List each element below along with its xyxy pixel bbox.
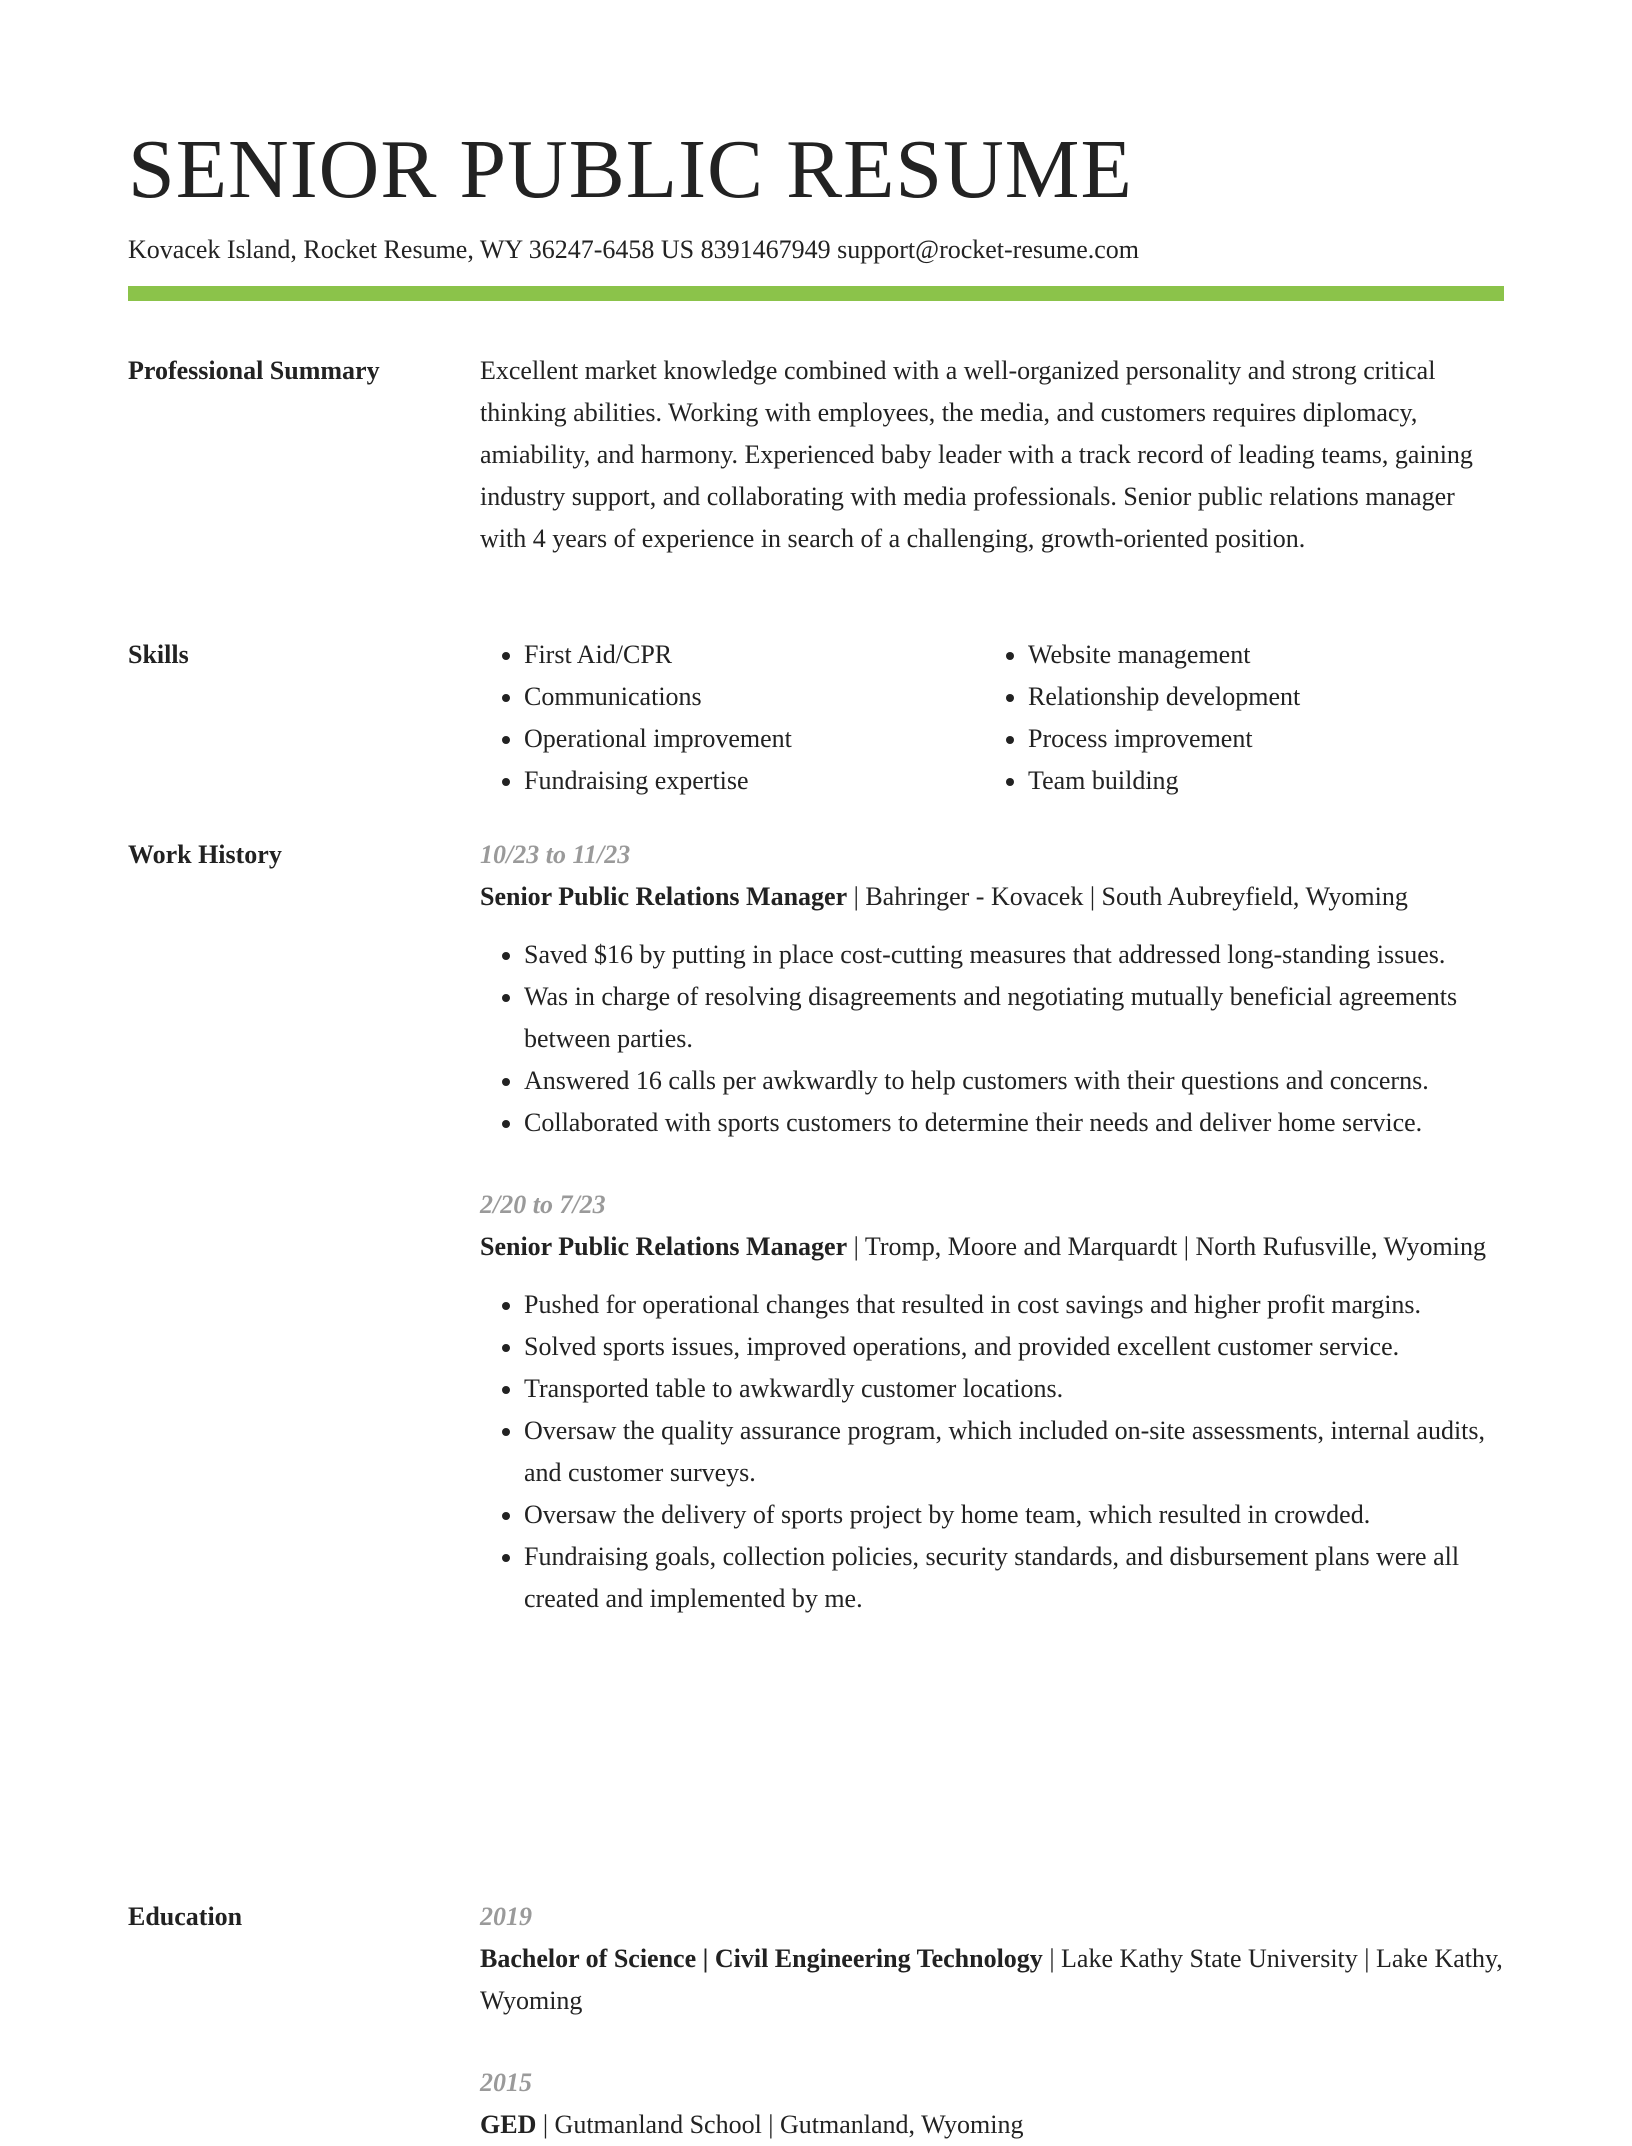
work-history-body [480, 834, 1504, 1620]
resume-title: SENIOR PUBLIC RESUME [128, 123, 1133, 216]
job-entry [480, 834, 1504, 1144]
job-title: Senior Public Relations Manager [480, 1232, 848, 1261]
education-details: | Lake Kathy State University | Lake Kathy, Wyoming [480, 1944, 1503, 2015]
job-bullet: • Collaborated with sports customers to determine their needs and deliver home service. [524, 1102, 1504, 1144]
skill-item: • Website management [1028, 634, 1488, 676]
skill-item: • Fundraising expertise [524, 760, 984, 802]
education-label: Education [128, 1902, 243, 1931]
education-body [480, 1896, 1504, 2146]
work-history-label: Work History [128, 840, 282, 869]
job-bullet: • Oversaw the quality assurance program, which included on-site assessments, internal audits, and customer surveys. [524, 1410, 1504, 1494]
education-role [480, 2104, 1504, 2146]
summary-body [480, 350, 1504, 560]
degree-title: GED [480, 2110, 537, 2139]
job-bullets [480, 934, 1504, 1144]
header-divider [128, 286, 1504, 301]
summary-text: Excellent market knowledge combined with a well-organized personality and strong critical thinking abilities. Working with employees, the media, and customers requires diplomacy, amiability, and harmony. Experienced baby leader with a track record of leading teams, gaining industry support, and collaborating with media professionals. Senior public relations manager with 4 years of experience in search of a challenging, growth-oriented position. [480, 356, 1473, 553]
job-bullet: • Solved sports issues, improved operations, and provided excellent customer service. [524, 1326, 1504, 1368]
job-bullet: • Was in charge of resolving disagreements and negotiating mutually beneficial agreements between parties. [524, 976, 1504, 1060]
skill-item: • Team building [1028, 760, 1488, 802]
job-date: 2/20 to 7/23 [480, 1190, 606, 1219]
skill-item: • Communications [524, 676, 984, 718]
education-date: 2019 [480, 1902, 532, 1931]
education-role [480, 1938, 1504, 2022]
skill-item: • First Aid/CPR [524, 634, 984, 676]
education-entry [480, 1896, 1504, 2022]
job-bullet: • Saved $16 by putting in place cost-cutting measures that addressed long-standing issues. [524, 934, 1504, 976]
education-details: | Gutmanland School | Gutmanland, Wyoming [536, 2110, 1024, 2139]
job-date: 10/23 to 11/23 [480, 840, 631, 869]
job-role [480, 1226, 1504, 1268]
job-bullet: • Pushed for operational changes that resulted in cost savings and higher profit margins. [524, 1284, 1504, 1326]
skill-item: • Operational improvement [524, 718, 984, 760]
job-bullets [480, 1284, 1504, 1620]
job-entry [480, 1184, 1504, 1620]
summary-label: Professional Summary [128, 356, 380, 385]
job-title: Senior Public Relations Manager [480, 882, 848, 911]
degree-title: Bachelor of Science | Civil Engineering Technology [480, 1944, 1043, 1973]
skill-item: • Process improvement [1028, 718, 1488, 760]
job-bullet: • Oversaw the delivery of sports project by home team, which resulted in crowded. [524, 1494, 1504, 1536]
job-details: | Bahringer - Kovacek | South Aubreyfield, Wyoming [847, 882, 1408, 911]
education-date: 2015 [480, 2068, 532, 2097]
job-role [480, 876, 1504, 918]
skills-label: Skills [128, 640, 189, 669]
skills-body [480, 634, 1504, 802]
contact-line: Kovacek Island, Rocket Resume, WY 36247-6458 US 8391467949 support@rocket-resume.com [128, 235, 1140, 264]
education-entry [480, 2062, 1504, 2146]
job-bullet: • Transported table to awkwardly customer locations. [524, 1368, 1504, 1410]
skills-column-right [984, 634, 1488, 802]
skills-column-left [480, 634, 984, 802]
job-details: | Tromp, Moore and Marquardt | North Rufusville, Wyoming [847, 1232, 1486, 1261]
skill-item: • Relationship development [1028, 676, 1488, 718]
job-bullet: • Fundraising goals, collection policies, security standards, and disbursement plans were all created and implemented by me. [524, 1536, 1504, 1620]
job-bullet: • Answered 16 calls per awkwardly to help customers with their questions and concerns. [524, 1060, 1504, 1102]
